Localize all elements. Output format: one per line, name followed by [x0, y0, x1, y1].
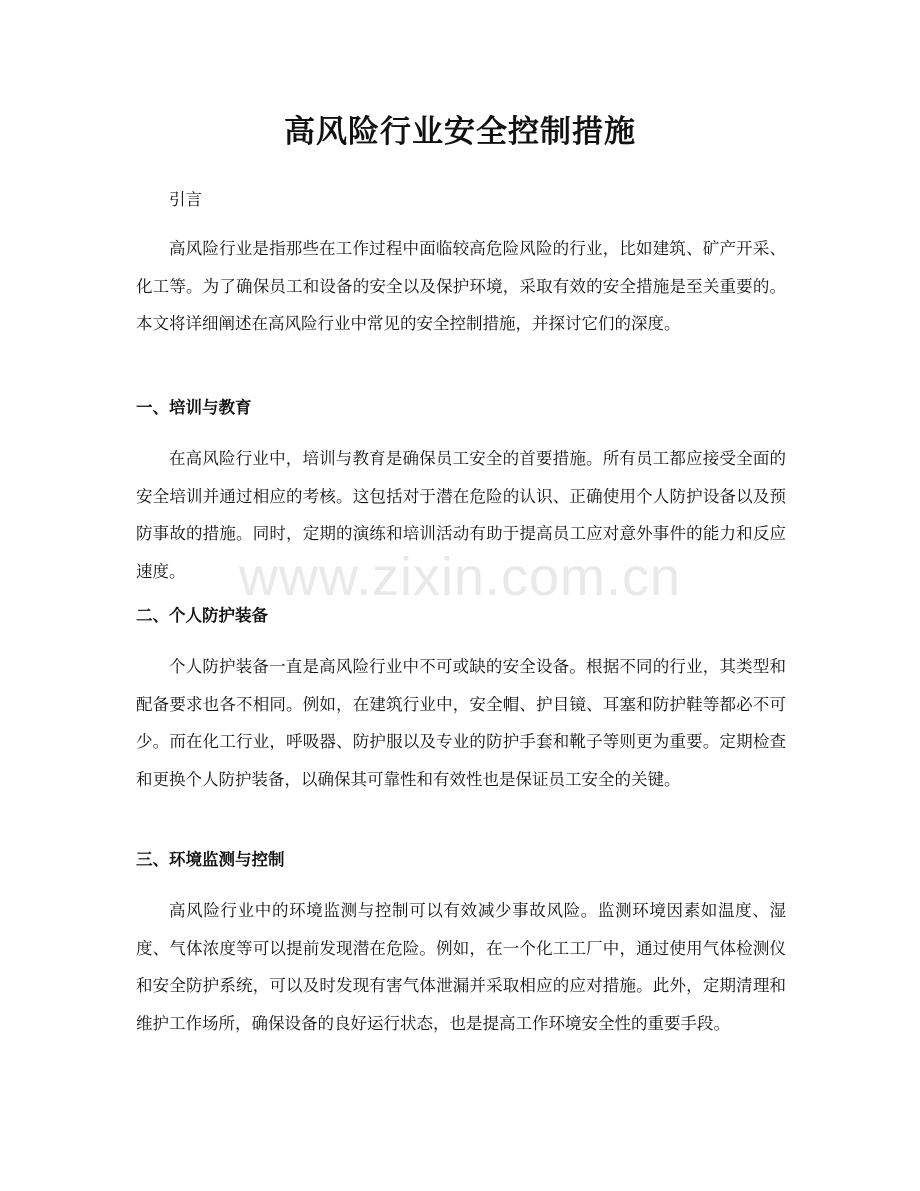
document-title: 高风险行业安全控制措施: [284, 114, 636, 150]
section-3-paragraph: 高风险行业中的环境监测与控制可以有效减少事故风险。监测环境因素如温度、湿度、气体浓度等可以提前发现潜在危险。例如，在一个化工工厂中，通过使用气体检测仪和安全防护系统，可以及时发现有害气体泄漏并采取相应的应对措施。此外，定期清理和维护工作场所，确保设备的良好运行状态，也是提高工作环境安全性的重要手段。: [136, 901, 786, 1033]
section-1-heading: 一、培训与教育: [136, 398, 252, 417]
intro-paragraph: 高风险行业是指那些在工作过程中面临较高危险风险的行业，比如建筑、矿产开采、化工等。为了确保员工和设备的安全以及保护环境，采取有效的安全措施是至关重要的。本文将详细阐述在高风险行业中常见的安全控制措施，并探讨它们的深度。: [136, 239, 786, 333]
section-2-heading: 二、个人防护装备: [136, 606, 268, 625]
section-1-paragraph: 在高风险行业中，培训与教育是确保员工安全的首要措施。所有员工都应接受全面的安全培训并通过相应的考核。这包括对于潜在危险的认识、正确使用个人防护设备以及预防事故的措施。同时，定期的演练和培训活动有助于提高员工应对意外事件的能力和反应速度。: [136, 449, 786, 581]
watermark: www.zixin.com.cn: [238, 547, 682, 607]
section-2-paragraph: 个人防护装备一直是高风险行业中不可或缺的安全设备。根据不同的行业，其类型和配备要求也各不相同。例如，在建筑行业中，安全帽、护目镜、耳塞和防护鞋等都必不可少。而在化工行业，呼吸器、防护服以及专业的防护手套和靴子等则更为重要。定期检查和更换个人防护装备，以确保其可靠性和有效性也是保证员工安全的关键。: [136, 657, 786, 789]
intro-label: 引言: [169, 190, 202, 209]
section-3-heading: 三、环境监测与控制: [136, 850, 285, 869]
